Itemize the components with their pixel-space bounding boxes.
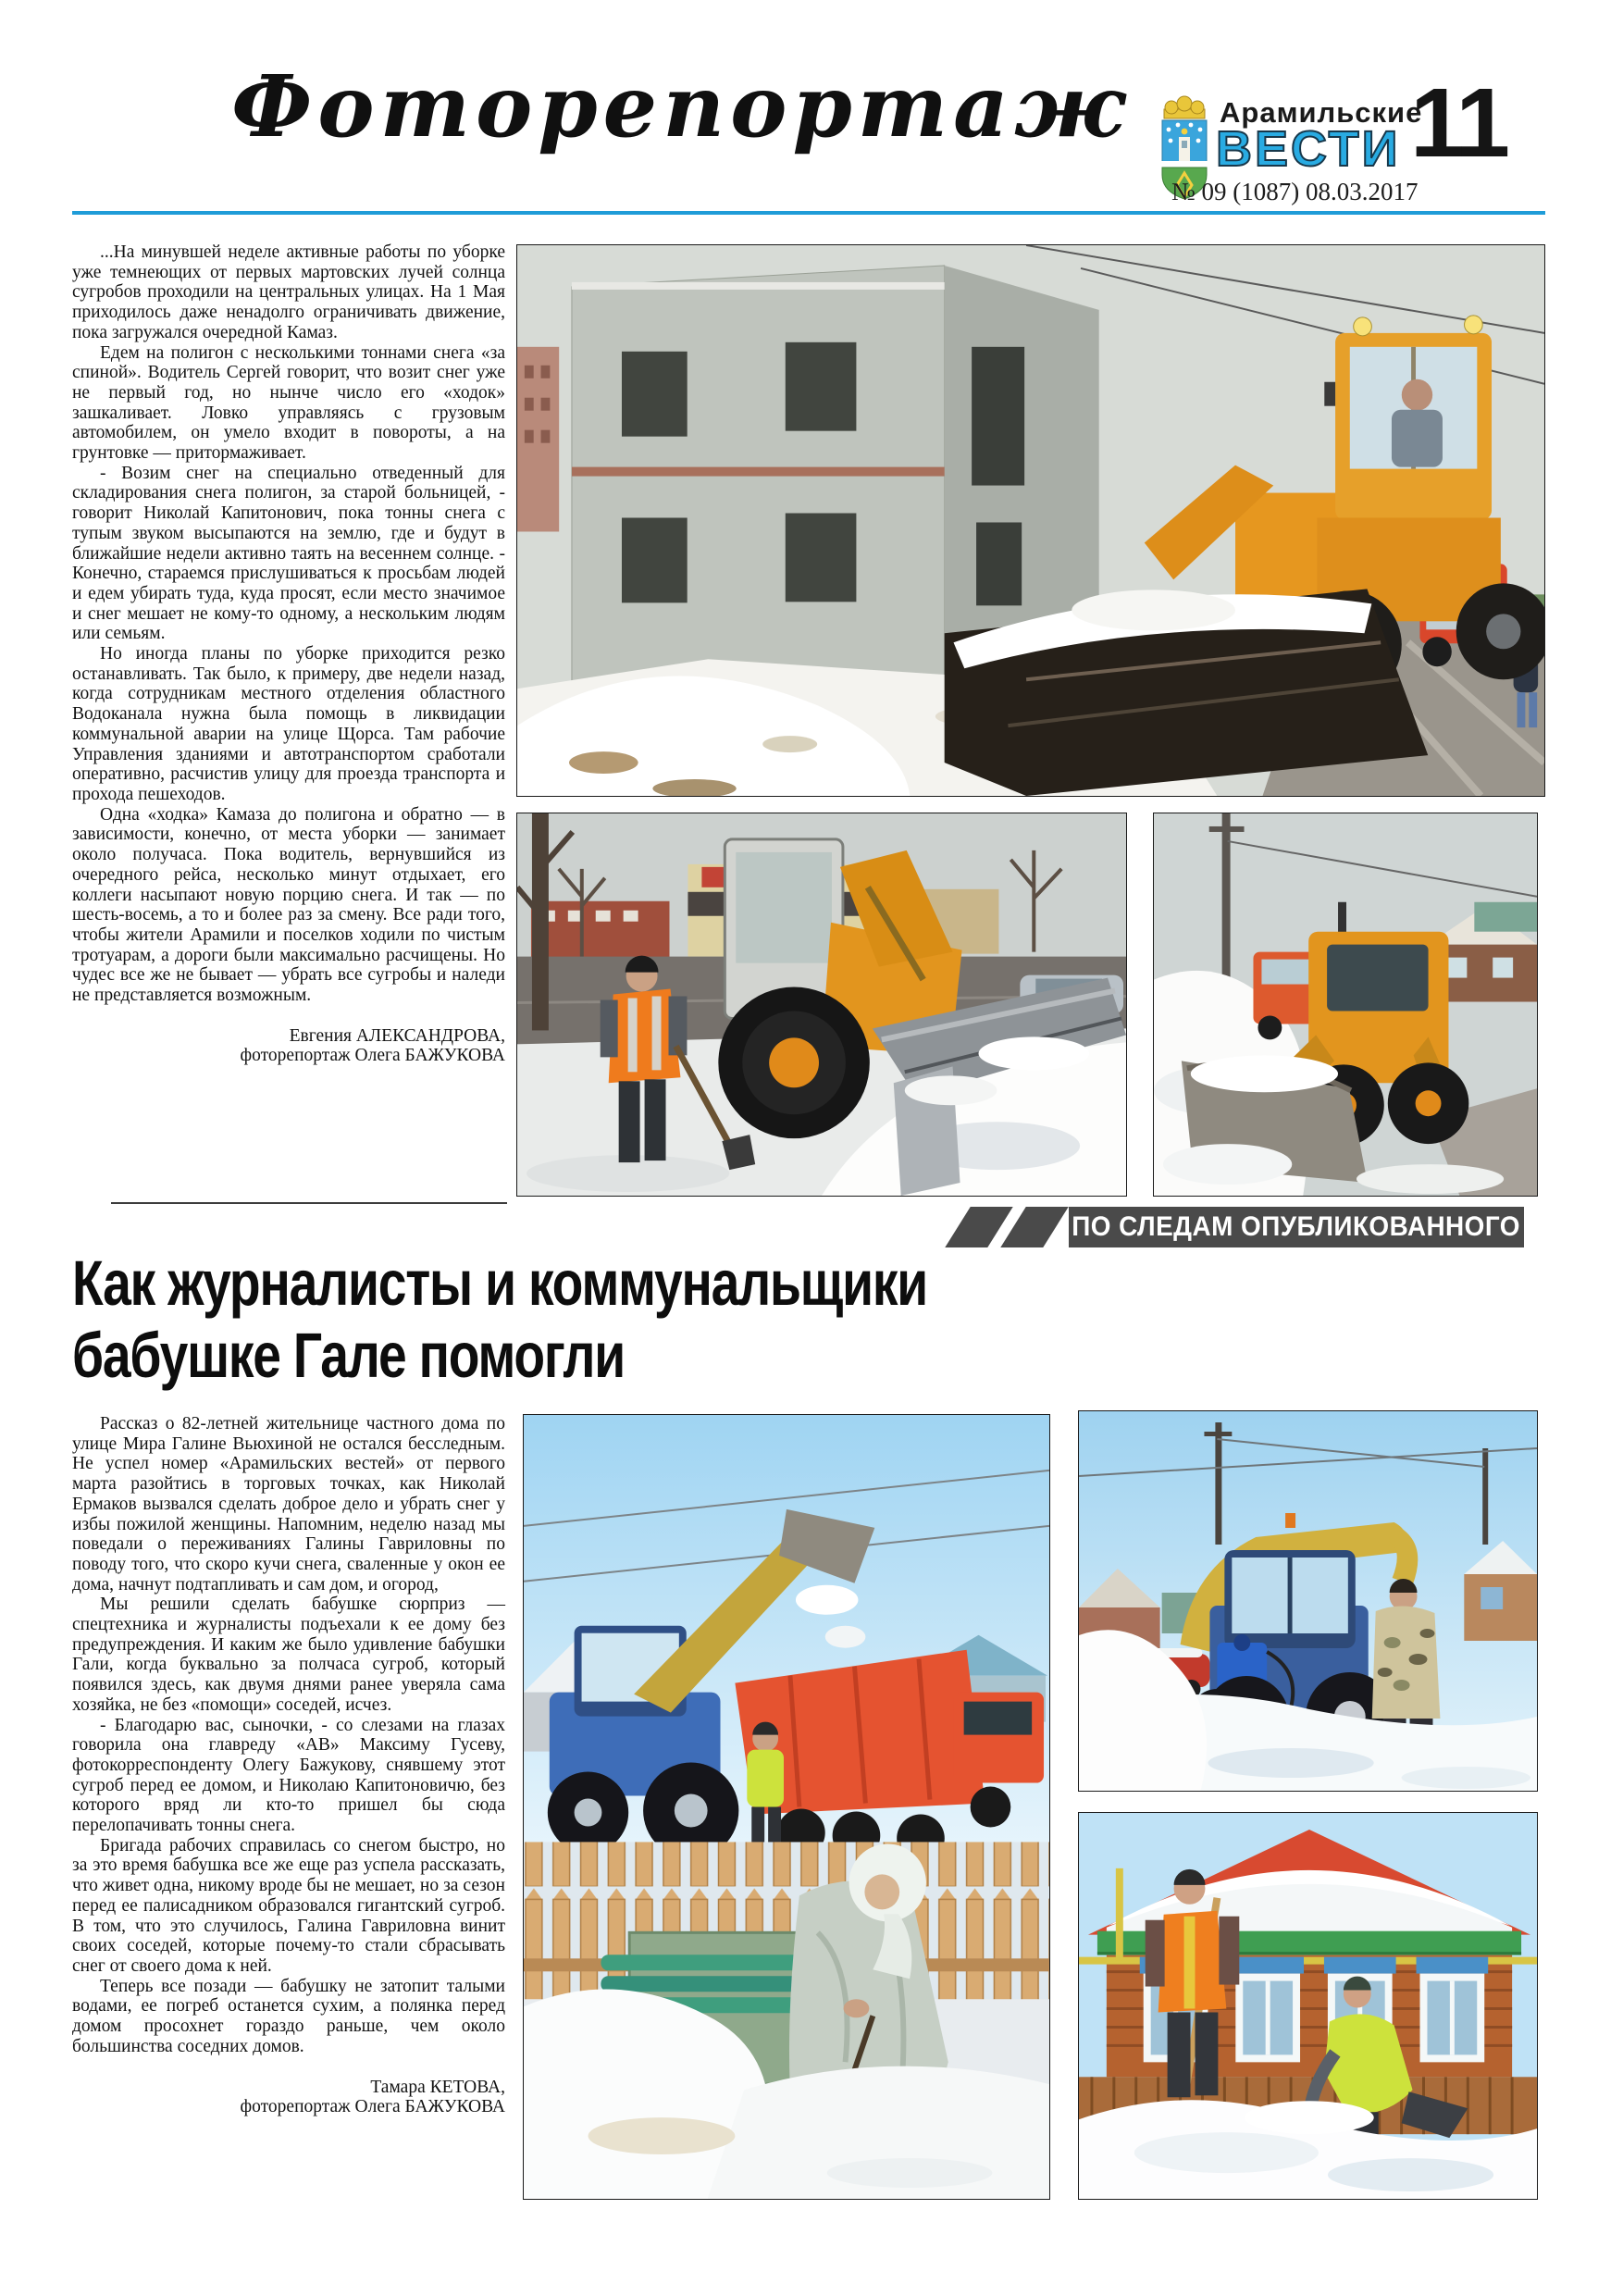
- masthead-rule: [72, 211, 1545, 215]
- article1-byline: [72, 1026, 505, 1066]
- byline-author: Евгения АЛЕКСАНДРОВА,: [289, 1025, 505, 1046]
- article1-paragraph: ...На минувшей неделе активные работы по уборке уже темнеющих от первых мартовских лучей солнца сугробов проходили на центральных улицах. На 1 Мая приходилось даже ненадолго ограничивать движение, пока загружался очередной Камаз.: [72, 242, 505, 342]
- article2-byline: [72, 2078, 505, 2117]
- byline-photographer: фоторепортаж Олега БАЖУКОВА: [240, 1046, 505, 1066]
- banner-label: ПО СЛЕДАМ ОПУБЛИКОВАННОГО: [1072, 1211, 1521, 1242]
- article2-paragraph: Бригада рабочих справилась со снегом быстро, но за это время бабушка все же еще раз успела рассказать, что живет одна, никому вроде бы не мешает, но за сезон перед ее палисадником образовался гигантский сугроб. В том, что это случилось, Галина Гавриловна винит своих соседей, которые почему-то стали сбрасывать снег от своего дома к ней.: [72, 1835, 505, 1976]
- page-number: 11: [1410, 68, 1507, 178]
- article1-paragraph: Но иногда планы по уборке приходится резко останавливать. Так было, к примеру, две недели назад, когда сотрудникам местного отделения областного Водоканала нужна была помощь в ликвидации коммунальной аварии на улице Щорса. Там рабочие Управления зданиями и автотранспортом сработали оперативно, расчистив улицу для проезда транспорта и прохода пешеходов.: [72, 644, 505, 804]
- photo-grandma-bench: [523, 1414, 1050, 2200]
- photo-loader-curb: [1153, 813, 1538, 1197]
- article1-paragraph: Едем на полигон с несколькими тоннами снега «за спиной». Водитель Сергей говорит, что возит снег уже не первый год, но нынче число его «ходок» зашкаливает. Ловко управляясь с грузовым автомобилем, он умело входит в повороты, а на грунтовке — притормаживает.: [72, 342, 505, 464]
- article2-paragraph: - Благодарю вас, сыночки, - со слезами на глазах говорила она главреду «АВ» Максиму Гусеву, фотокорреспонденту Олегу Бажукову, снявшему этот сугроб перед ее домом, и Николаю Капитоновичю, без которого вряд ли кто-то пришел бы сюда перелопачивать тонны снега.: [72, 1715, 505, 1836]
- article1-paragraph: - Возим снег на специально отведенный для складирования снега полигон, за старой больницей, - говорит Николай Капитонович, пока тонны снега с тупым звуком высыпаются на землю, где и будут в ближайшие недели активно таять на весеннем солнце. - Конечно, стараемся прислушиваться к просьбам людей и едем убирать туда, куда просят, если место значимое и снег мешает не кому-то одному, а нескольким людям или семьям.: [72, 463, 505, 644]
- issue-date-line: № 09 (1087) 08.03.2017: [1171, 178, 1419, 205]
- banner-slash-icon: [945, 1207, 1012, 1247]
- byline-photographer: фоторепортаж Олега БАЖУКОВА: [240, 2097, 505, 2117]
- column-divider: [111, 1202, 507, 1204]
- article1-paragraph: Одна «ходка» Камаза до полигона и обратно — в зависимости, конечно, от места уборки — занимает около получаса. Пока водитель, вернувшийся из очередного рейса, несколько минут отдыхает, его коллеги насыпают новую порцию снега. И так — по шесть-восемь, а то и более раз за смену. Все ради того, чтобы жители Арамили и поселков ходили по чистым тротуарам, а дороги были максимально расчищены. Но чудес все же не бывает — убрать все сугробы и наледи не представляется возможным.: [72, 804, 505, 1006]
- brand-name-top: Арамильские: [1220, 96, 1423, 129]
- article2-paragraph: Мы решили сделать бабушке сюрприз — спецтехника и журналисты подъехали к ее дому без предупреждения. И каким же было удивление бабушки Гали, когда буквально за полчаса сугроб, который появился здесь, как двумя днями ранее уверяла сама хозяйка, не без «помощи» соседей, исчез.: [72, 1595, 505, 1715]
- headline-line1: Как журналисты и коммунальщики: [72, 1247, 928, 1319]
- article2-text-column: [72, 1414, 505, 2117]
- article1-text-column: [72, 242, 505, 1066]
- article2-headline: [72, 1247, 927, 1392]
- banner-bar: [1069, 1207, 1524, 1247]
- section-banner: [958, 1207, 1524, 1247]
- banner-slash-icon: [1000, 1207, 1068, 1247]
- photo-loader-street: [516, 244, 1545, 797]
- photo-tractor-observer: [1078, 1410, 1538, 1792]
- photo-workers-house: [1078, 1812, 1538, 2200]
- byline-author: Тамара КЕТОВА,: [370, 2077, 505, 2097]
- brand-name-bottom: ВЕСТИ: [1216, 121, 1401, 177]
- article2-paragraph: Рассказ о 82-летней жительнице частного дома по улице Мира Галине Вьюхиной не остался бесследным. Не успел номер «Арамильских вестей» от первого марта разойтись в торговых точках, как Николай Ермаков вызвался сделать доброе дело и убрать снег у избы пожилой женщины. Напомним, неделю назад мы поведали о переживаниях Галины Гавриловны по поводу того, что скоро кучи снега, сваленные у окон ее дома, начнут подтапливать и сам дом, и огород,: [72, 1414, 505, 1595]
- article2-paragraph: Теперь все позади — бабушку не затопит талыми водами, ее погреб останется сухим, а полянка перед домом просохнет гораздо раньше, чем около большинства соседних домов.: [72, 1976, 505, 2056]
- headline-line2: бабушке Гале помогли: [72, 1320, 625, 1391]
- page-title: Фоторепортаж: [231, 56, 1131, 156]
- photo-worker-plow: [516, 813, 1127, 1197]
